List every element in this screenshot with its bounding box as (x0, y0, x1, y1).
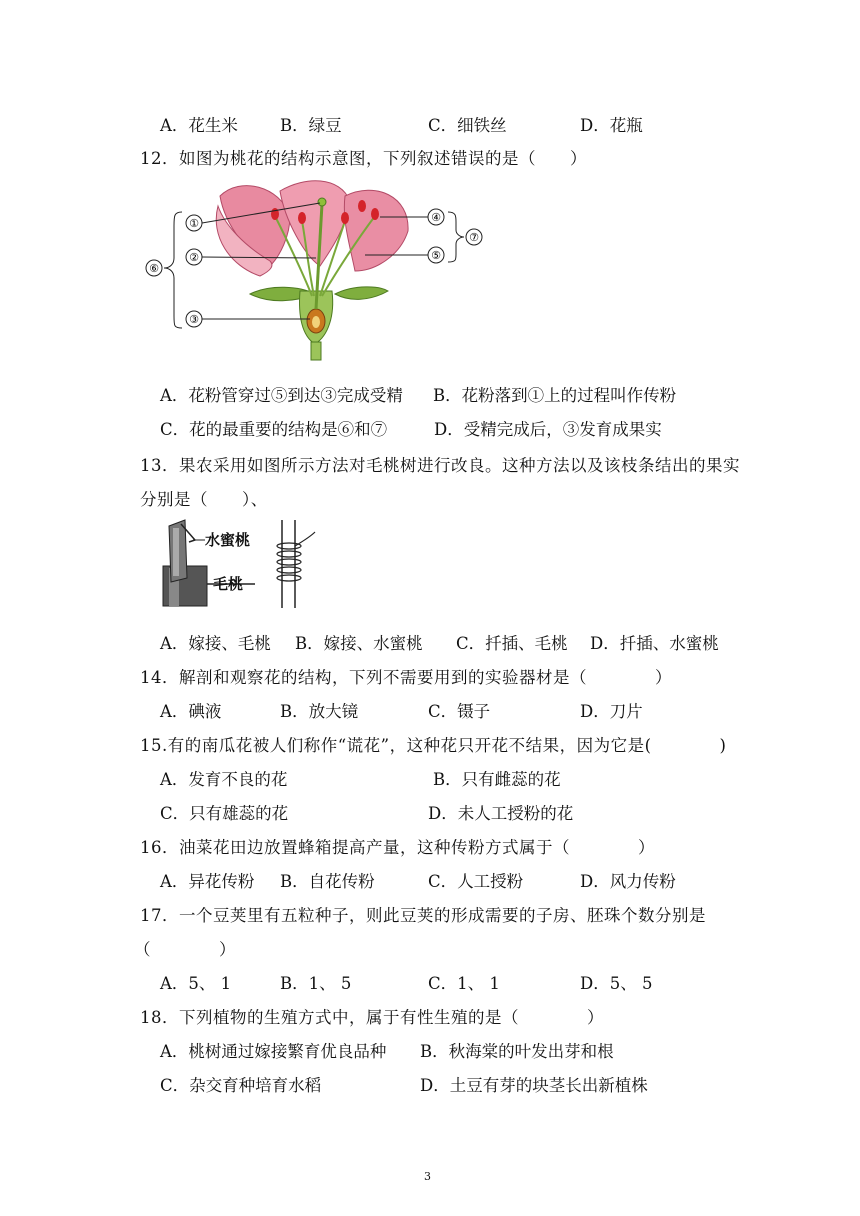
svg-text:⑥: ⑥ (149, 262, 159, 275)
q15-option-c: C．只有雄蕊的花 (160, 804, 289, 823)
q15-stem: 15.有的南瓜花被人们称作“谎花”，这种花只开花不结果，因为它是( ) (140, 736, 727, 755)
q14-option-c: C．镊子 (428, 702, 491, 721)
q16-option-d: D．风力传粉 (580, 872, 676, 891)
q12-option-b: B．花粉落到①上的过程叫作传粉 (433, 386, 677, 405)
q11-option-a: A．花生米 (160, 116, 238, 135)
q12-option-a: A．花粉管穿过⑤到达③完成受精 (160, 386, 403, 405)
q13-option-c: C．扦插、毛桃 (456, 634, 568, 653)
svg-text:④: ④ (431, 211, 441, 224)
svg-text:③: ③ (189, 313, 199, 326)
q18-option-a: A．桃树通过嫁接繁育优良品种 (160, 1042, 387, 1061)
q17-stem-line2: （ ） (134, 940, 236, 959)
q14-stem: 14．解剖和观察花的结构，下列不需要用到的实验器材是（ ） (140, 668, 672, 687)
label-3 (186, 311, 202, 327)
label-2 (186, 249, 202, 265)
label-7 (466, 229, 482, 245)
svg-text:②: ② (189, 251, 199, 264)
q11-option-c: C．细铁丝 (428, 116, 507, 135)
q13-option-a: A．嫁接、毛桃 (160, 634, 271, 653)
q14-option-a: A．碘液 (160, 702, 222, 721)
q15-option-d: D．未人工授粉的花 (428, 804, 574, 823)
q18-option-b: B．秋海棠的叶发出芽和根 (420, 1042, 614, 1061)
svg-text:⑦: ⑦ (469, 231, 479, 244)
q16-option-b: B．自花传粉 (280, 872, 375, 891)
q18-option-d: D．土豆有芽的块茎长出新植株 (420, 1076, 648, 1095)
q18-stem: 18．下列植物的生殖方式中，属于有性生殖的是（ ） (140, 1008, 604, 1027)
q16-option-a: A．异花传粉 (160, 872, 255, 891)
label-shuimitao: 水蜜桃 (205, 531, 251, 549)
q12-stem: 12．如图为桃花的结构示意图，下列叙述错误的是（ ） (140, 149, 587, 168)
q15-option-a: A．发育不良的花 (160, 770, 288, 789)
q17-option-a: A．5、 1 (160, 974, 232, 993)
q13-option-b: B．嫁接、水蜜桃 (295, 634, 423, 653)
q14-option-d: D．刀片 (580, 702, 643, 721)
label-5 (428, 247, 444, 263)
label-6 (146, 260, 162, 276)
q13-stem-line2: 分别是（ ）、 (140, 490, 268, 509)
q16-stem: 16．油菜花田边放置蜂箱提高产量，这种传粉方式属于（ ） (140, 838, 655, 857)
peach-flower-diagram (130, 176, 490, 366)
q16-option-c: C．人工授粉 (428, 872, 524, 891)
svg-text:①: ① (189, 217, 199, 230)
label-1 (186, 215, 202, 231)
label-maotao: 毛桃 (213, 575, 244, 593)
q12-option-d: D．受精完成后，③发育成果实 (434, 420, 662, 439)
q12-option-c: C．花的最重要的结构是⑥和⑦ (160, 420, 388, 439)
q13-option-d: D．扦插、水蜜桃 (590, 634, 719, 653)
q17-option-b: B．1、 5 (280, 974, 352, 993)
q15-option-b: B．只有雌蕊的花 (433, 770, 561, 789)
q18-option-c: C．杂交育种培育水稻 (160, 1076, 322, 1095)
grafting-diagram (155, 516, 325, 608)
q17-option-d: D．5、 5 (580, 974, 653, 993)
label-4 (428, 209, 444, 225)
q11-option-b: B．绿豆 (280, 116, 342, 135)
q17-stem-line1: 17．一个豆荚里有五粒种子，则此豆荚的形成需要的子房、胚珠个数分别是 (140, 906, 706, 925)
q17-option-c: C．1、 1 (428, 974, 500, 993)
svg-text:⑤: ⑤ (431, 249, 441, 262)
q14-option-b: B．放大镜 (280, 702, 359, 721)
q13-stem-line1: 13．果农采用如图所示方法对毛桃树进行改良。这种方法以及该枝条结出的果实 (140, 456, 740, 475)
page-number: 3 (424, 1170, 431, 1183)
q11-option-d: D．花瓶 (580, 116, 643, 135)
